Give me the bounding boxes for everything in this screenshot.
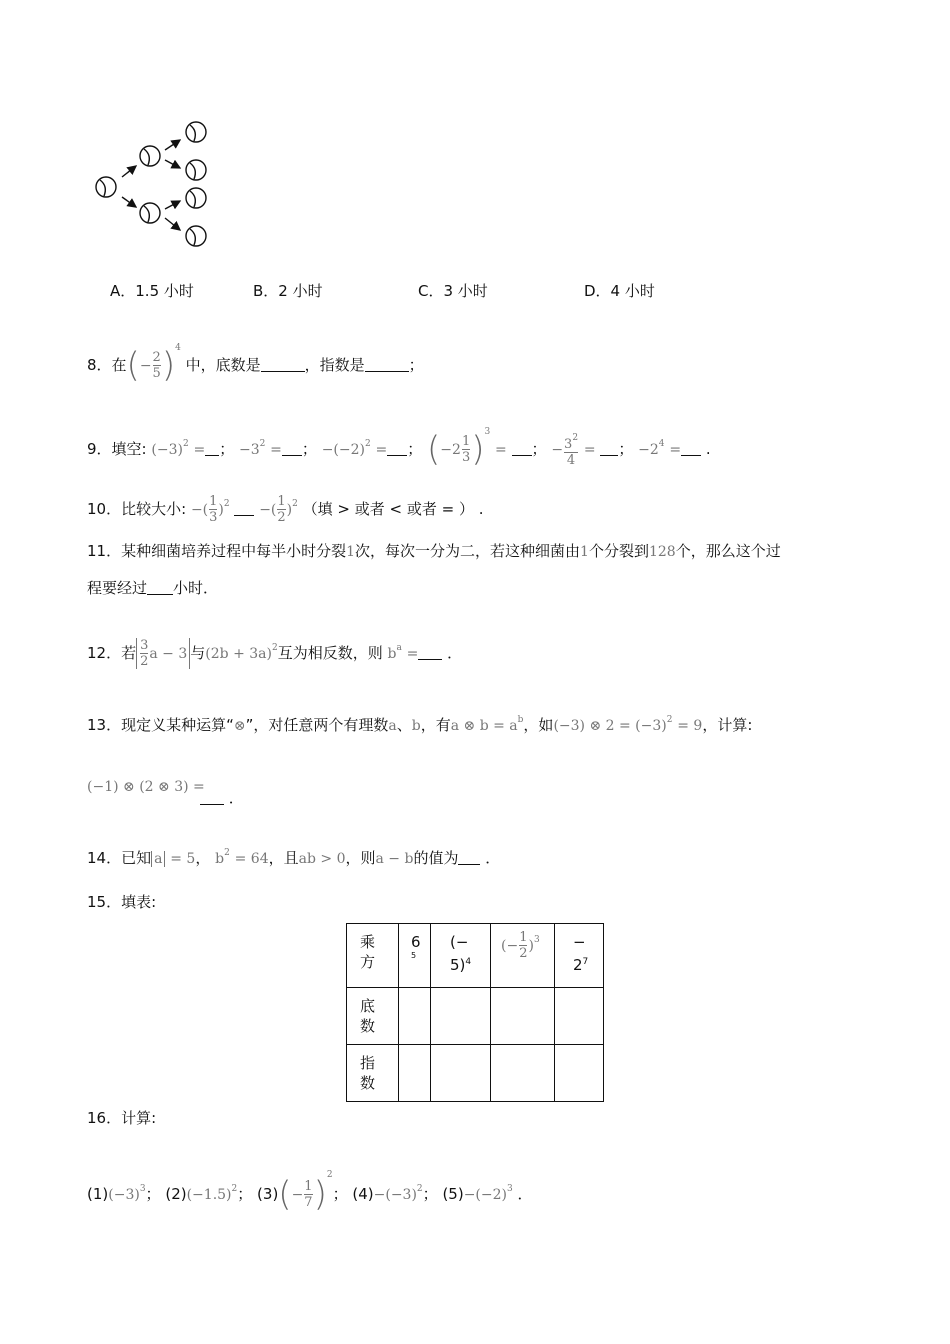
question-16-items: $(1)(-3)^3$； $(2)(-1.5)^2$； (3)(− $\frac{1}{7}$ )$^2$； $(4)-(-3)^2$； $(5)-(-2)^3$ ． (87, 1170, 533, 1215)
question-10: 10．比较大小: −( $\frac{1}{3}$ )$^2$ −( $\frac{1}{2}$ )$^2$ （填 > 或者 < 或者 = ） . (87, 494, 484, 525)
cell-icon (186, 226, 206, 246)
answer-cell[interactable] (399, 988, 431, 1045)
question-8: 8．在(− $\frac{2}{5}$ )$^4$ 中，底数是 ，指数是 ； (87, 343, 424, 386)
answer-cell[interactable] (491, 1045, 555, 1102)
question-13-line-2: (−1) ⊗ (2 ⊗ 3) = (87, 779, 205, 795)
question-13-answer: ． (200, 786, 244, 810)
question-16-title: 16．计算: (87, 1109, 157, 1127)
cell-division-diagram (88, 115, 218, 255)
answer-blank[interactable] (365, 357, 409, 372)
question-9: 9．填空: $(-3)^2$ = ； $-3^2$ = ； $-(-2)^2$ = ； (−2 $\frac{1}{3}$ )$^3$ = ； − $\frac{3^2}{4}$ = ； $-2^4$ = . (87, 427, 711, 470)
cell-6-5: 6 5 (411, 933, 421, 960)
answer-blank[interactable] (261, 357, 305, 372)
answer-cell[interactable] (555, 1045, 604, 1102)
option-d: D．4 小时 (584, 282, 655, 300)
cell-icon (140, 203, 160, 223)
cell-icon (186, 160, 206, 180)
cell-icon (186, 188, 206, 208)
answer-cell[interactable] (431, 1045, 491, 1102)
answer-blank[interactable] (387, 441, 407, 456)
cell-neg5-4: (− 5)$^4$ (450, 933, 472, 974)
compare-blank[interactable] (234, 501, 254, 516)
question-11-line-2: 程要经过 小时． (87, 579, 219, 597)
answer-cell[interactable] (491, 988, 555, 1045)
question-14: 14．已知 a = 5， $b^2 = 64$，且ab > 0，则a − b的值为 ． (87, 848, 501, 867)
answer-blank[interactable] (282, 441, 302, 456)
row-label-exponent: 指数 (360, 1054, 376, 1092)
question-13: 13．现定义某种运算“⊗”，对任意两个有理数a、b，有a ⊗ $b = a^b$，如(−3) ⊗ $2 = (-3)^2 = 9$，计算: (87, 715, 753, 734)
answer-blank[interactable] (200, 790, 224, 805)
row-label-power: 乘方 (360, 933, 376, 971)
question-12: 12．若 $\frac{3}{2}$ a − 3 与$(2b + 3a)^2$互为相反数，则 $b^a$ = ． (87, 638, 463, 669)
table-row (347, 924, 604, 988)
cell-icon (96, 177, 116, 197)
option-c: C．3 小时 (418, 282, 488, 300)
answer-cell[interactable] (399, 1045, 431, 1102)
option-b: B．2 小时 (253, 282, 323, 300)
cell-neg2-7: − $2^7$ (573, 933, 589, 974)
cell-icon (186, 122, 206, 142)
option-a: A．1.5 小时 (110, 282, 194, 300)
row-label-base: 底数 (360, 997, 376, 1035)
power-table (346, 923, 604, 1102)
answer-blank[interactable] (458, 850, 480, 865)
answer-blank[interactable] (681, 441, 701, 456)
answer-blank[interactable] (418, 645, 442, 660)
table-row (347, 1045, 604, 1102)
answer-blank[interactable] (147, 580, 173, 595)
cell-neg-half-3: (− $\frac{1}{2}$ )$^3$ (501, 930, 540, 961)
answer-cell[interactable] (431, 988, 491, 1045)
answer-blank[interactable] (512, 441, 532, 456)
answer-blank[interactable] (600, 441, 618, 456)
table-row (347, 988, 604, 1045)
question-15-title: 15．填表: (87, 893, 157, 911)
cell-icon (140, 146, 160, 166)
answer-cell[interactable] (555, 988, 604, 1045)
question-11: 11．某种细菌培养过程中每半小时分裂1次，每次一分为二，若这种细菌由1个分裂到128个，那么这个过 (87, 542, 781, 560)
answer-blank[interactable] (205, 441, 219, 456)
